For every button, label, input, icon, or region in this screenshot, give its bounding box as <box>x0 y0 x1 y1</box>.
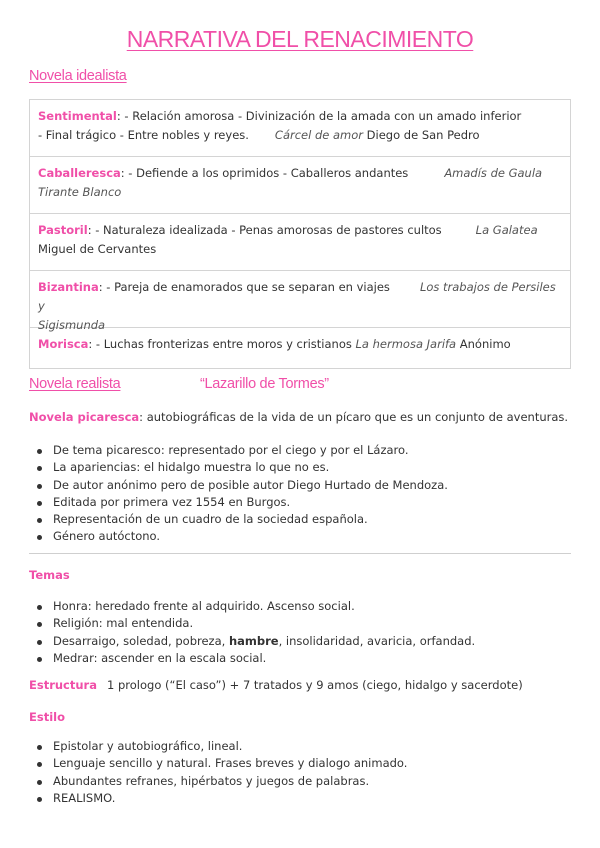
text-sentimental-1: : - Relación amorosa - Divinización de la amada con un amado inferior <box>116 109 522 123</box>
heading-estilo: Estilo <box>29 710 65 724</box>
work-amadis-de-gaula: Amadís de Gaula <box>444 166 543 180</box>
heading-novela-realista: Novela realista <box>29 376 121 392</box>
text-morisca-1: : - Luchas fronterizas entre moros y cristianos <box>88 337 356 351</box>
heading-lazarillo: “Lazarillo de Tormes” <box>200 376 329 392</box>
label-bizantina: Bizantina <box>38 280 99 294</box>
list-item: La apariencias: el hidalgo muestra lo que no es. <box>53 459 448 476</box>
estructura-text: 1 prologo (“El caso”) + 7 tratados y 9 amos (ciego, hidalgo y sacerdote) <box>107 678 523 692</box>
text-caballeresca-1: : - Defiende a los oprimidos - Caballeros andantes <box>120 166 409 180</box>
list-item-text: , insolidaridad, avaricia, orfandad. <box>278 633 476 648</box>
list-item <box>53 633 475 650</box>
text-pastoril-1: : - Naturaleza idealizada - Penas amorosas de pastores cultos <box>87 223 442 237</box>
work-los-trabajos-de-persiles: Los trabajos de Persiles y <box>38 280 556 313</box>
divider <box>29 553 571 554</box>
author-diego-de-san-pedro: Diego de San Pedro <box>363 128 480 142</box>
list-item: Editada por primera vez 1554 en Burgos. <box>53 494 448 511</box>
row-bizantina <box>30 271 570 332</box>
label-caballeresca: Caballeresca <box>38 166 121 180</box>
heading-temas: Temas <box>29 568 70 582</box>
label-novela-picaresca: Novela picaresca <box>29 410 140 424</box>
label-pastoril: Pastoril <box>38 223 88 237</box>
list-item: REALISMO. <box>53 790 407 807</box>
list-item: Lenguaje sencillo y natural. Frases breves y dialogo animado. <box>53 755 407 772</box>
emphasis-hambre: hambre <box>228 633 279 648</box>
author-miguel-de-cervantes: Miguel de Cervantes <box>38 242 157 256</box>
text-bizantina-1: : - Pareja de enamorados que se separan en viajes <box>98 280 390 294</box>
list-item: Religión: mal entendida. <box>53 615 475 632</box>
picaresca-definition <box>29 410 568 424</box>
work-carcel-de-amor: Cárcel de amor <box>274 128 364 142</box>
work-sigismunda: Sigismunda <box>38 318 106 332</box>
row-sentimental <box>30 100 570 157</box>
list-item: Epistolar y autobiográfico, lineal. <box>53 738 407 755</box>
estilo-bullet-list <box>29 738 407 807</box>
list-item: Honra: heredado frente al adquirido. Ascenso social. <box>53 598 475 615</box>
row-pastoril <box>30 214 570 271</box>
list-item: Género autóctono. <box>53 528 448 545</box>
label-sentimental: Sentimental <box>38 109 117 123</box>
work-tirante-blanco: Tirante Blanco <box>38 185 122 199</box>
row-morisca <box>30 328 570 368</box>
heading-novela-idealista: Novela idealista <box>29 68 127 84</box>
list-item: Representación de un cuadro de la sociedad española. <box>53 511 448 528</box>
work-la-galatea: La Galatea <box>475 223 538 237</box>
row-caballeresca <box>30 157 570 214</box>
page-title: NARRATIVA DEL RENACIMIENTO <box>126 26 474 52</box>
list-item: Medrar: ascender en la escala social. <box>53 650 475 667</box>
temas-bullet-list <box>29 598 475 667</box>
text-picaresca: : autobiográficas de la vida de un pícaro que es un conjunto de aventuras. <box>139 410 569 424</box>
list-item-text: Desarraigo, soledad, pobreza, <box>53 633 229 648</box>
work-la-hermosa-jarifa: La hermosa Jarifa <box>355 337 457 351</box>
idealista-table <box>29 99 571 369</box>
list-item: De autor anónimo pero de posible autor Diego Hurtado de Mendoza. <box>53 477 448 494</box>
list-item: De tema picaresco: representado por el ciego y por el Lázaro. <box>53 442 448 459</box>
heading-estructura: Estructura <box>29 678 97 692</box>
text-sentimental-2: - Final trágico - Entre nobles y reyes. <box>38 128 249 142</box>
label-morisca: Morisca <box>38 337 89 351</box>
list-item: Abundantes refranes, hipérbatos y juegos de palabras. <box>53 773 407 790</box>
author-anonimo: Anónimo <box>456 337 511 351</box>
realista-bullet-list <box>29 442 448 546</box>
